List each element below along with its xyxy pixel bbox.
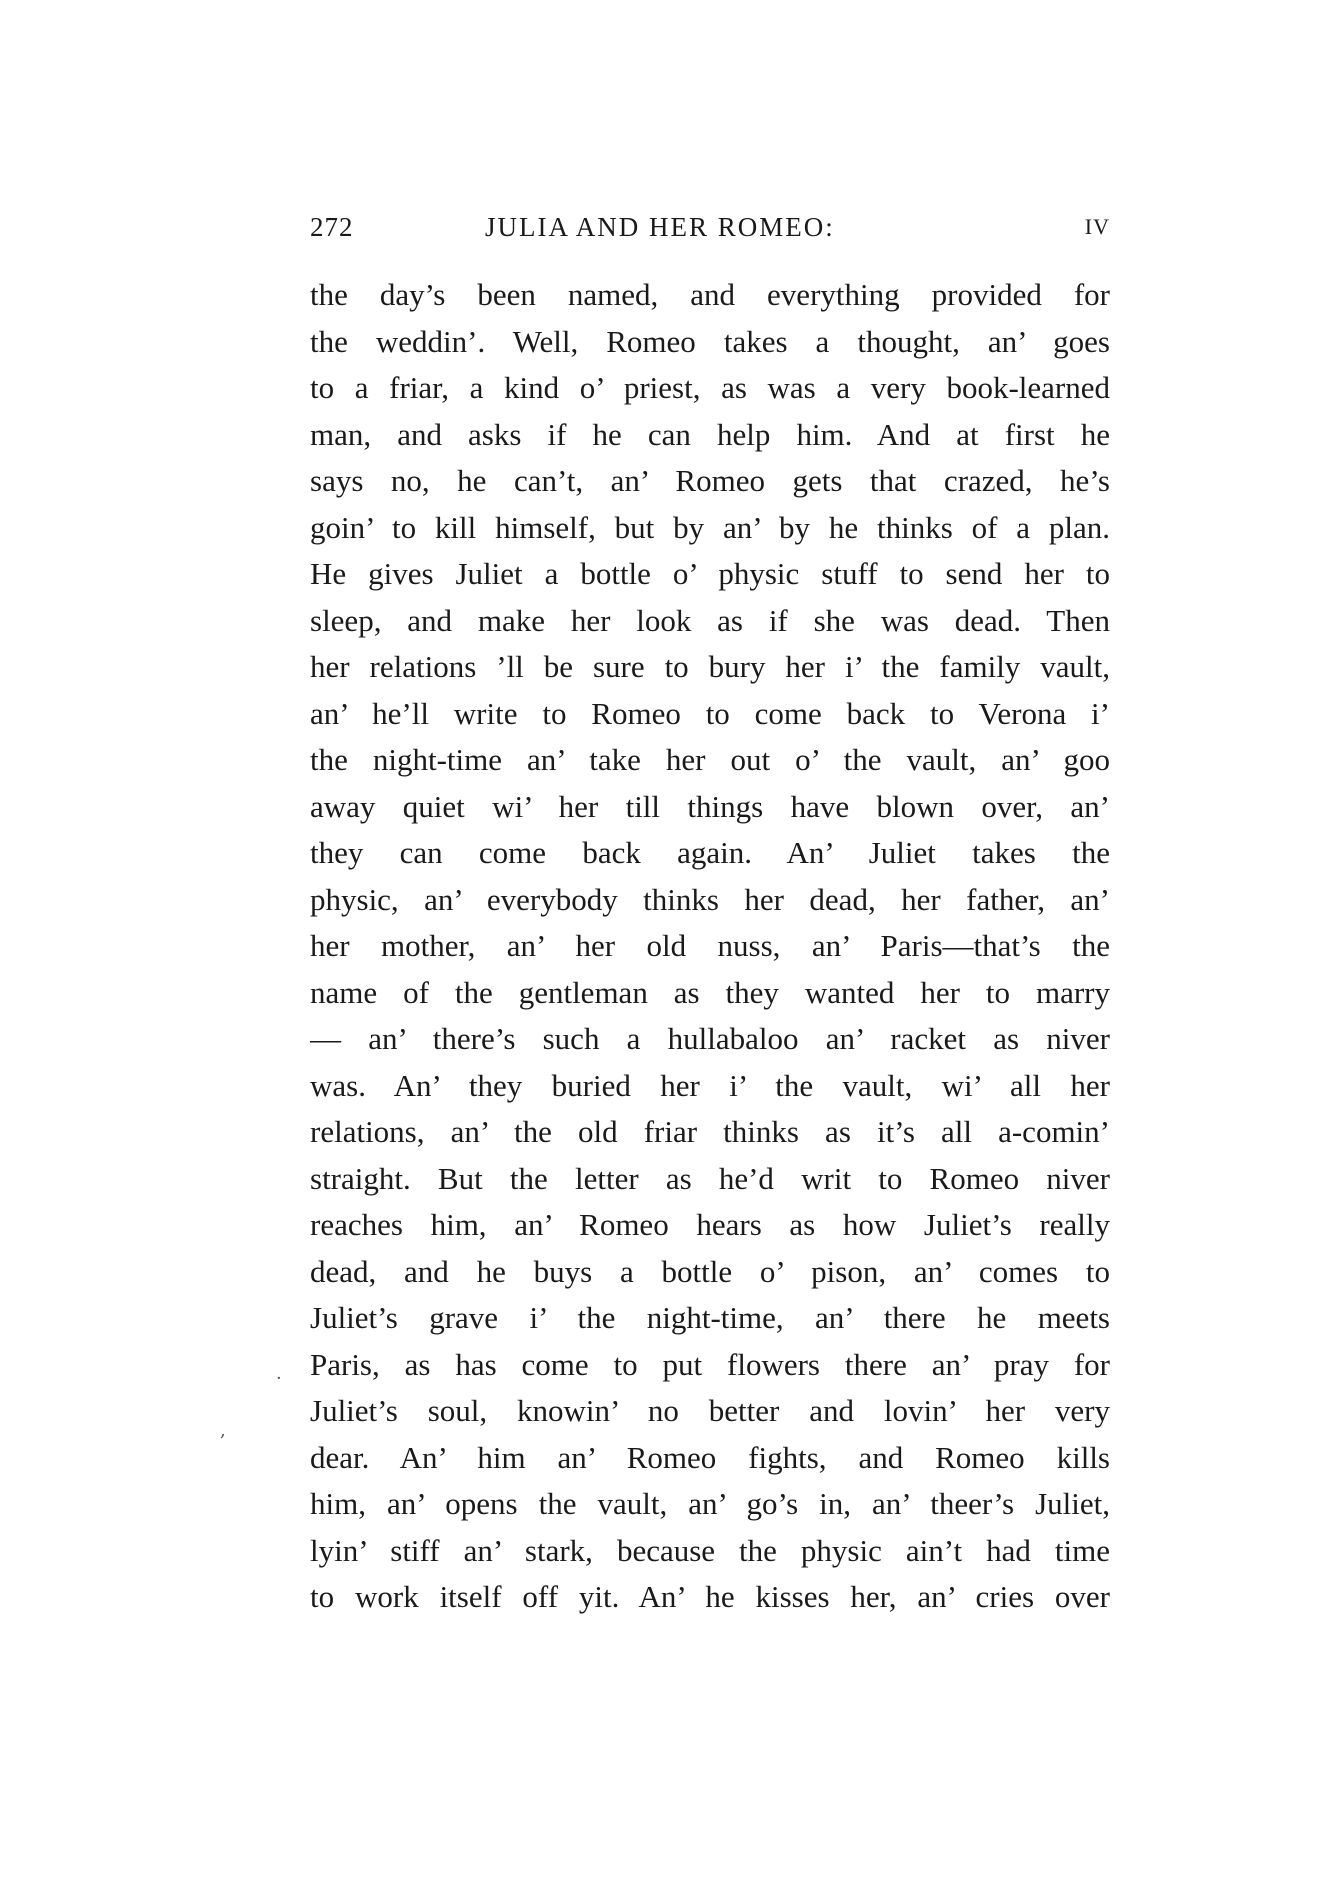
text-line: goin’ to kill himself, but by an’ by he thinks of a plan. xyxy=(310,509,1110,545)
text-line: the weddin’. Well, Romeo takes a thought, an’ goes xyxy=(310,323,1110,359)
text-line: Juliet’s soul, knowin’ no better and lovin’ her very xyxy=(310,1393,1110,1428)
text-line: the night-time an’ take her out o’ the vault, an’ goo xyxy=(310,742,1110,777)
text-line: reaches him, an’ Romeo hears as how Juliet’s really xyxy=(310,1207,1110,1242)
text-line: to work itself off yit. An’ he kisses her, an’ cries over xyxy=(310,1579,1110,1614)
text-line: man, and asks if he can help him. And at first he xyxy=(310,416,1110,452)
text-line: an’ he’ll write to Romeo to come back to Verona i’ xyxy=(310,695,1110,731)
text-line: away quiet wi’ her till things have blown over, an’ xyxy=(310,788,1110,824)
text-line: He gives Juliet a bottle o’ physic stuff to send her to xyxy=(310,556,1110,591)
text-line: — an’ there’s such a hullabaloo an’ racket as niver xyxy=(310,1021,1110,1056)
text-line: was. An’ they buried her i’ the vault, wi’ all her xyxy=(310,1067,1110,1103)
text-line: lyin’ stiff an’ stark, because the physic ain’t had time xyxy=(310,1532,1110,1568)
margin-speck: , xyxy=(220,1420,226,1441)
text-line: her mother, an’ her old nuss, an’ Paris—that’s the xyxy=(310,928,1110,963)
text-line: they can come back again. An’ Juliet takes the xyxy=(310,835,1110,870)
page-number: 272 xyxy=(310,212,354,242)
text-line: physic, an’ everybody thinks her dead, her father, an’ xyxy=(310,881,1110,917)
text-line: Juliet’s grave i’ the night-time, an’ there he meets xyxy=(310,1300,1110,1335)
text-line: dear. An’ him an’ Romeo fights, and Romeo kills xyxy=(310,1439,1110,1475)
text-line: name of the gentleman as they wanted her to marry xyxy=(310,974,1110,1010)
text-line: sleep, and make her look as if she was dead. Then xyxy=(310,602,1110,638)
text-line: him, an’ opens the vault, an’ go’s in, an’ theer’s Juliet, xyxy=(310,1486,1110,1521)
margin-speck: · xyxy=(276,1368,282,1389)
text-line: Paris, as has come to put flowers there an’ pray for xyxy=(310,1346,1110,1382)
page-header xyxy=(310,212,1110,252)
text-line: dead, and he buys a bottle o’ pison, an’ comes to xyxy=(310,1253,1110,1289)
text-line: the day’s been named, and everything provided for xyxy=(310,277,1110,312)
text-line: says no, he can’t, an’ Romeo gets that crazed, he’s xyxy=(310,463,1110,498)
body-text xyxy=(310,272,1110,1621)
text-line: her relations ’ll be sure to bury her i’ the family vault, xyxy=(310,649,1110,684)
running-head: JULIA AND HER ROMEO: xyxy=(485,212,835,242)
text-line: to a friar, a kind o’ priest, as was a very book-learned xyxy=(310,370,1110,405)
section-mark: IV xyxy=(1084,214,1110,239)
text-line: straight. But the letter as he’d writ to Romeo niver xyxy=(310,1160,1110,1196)
text-line: relations, an’ the old friar thinks as it’s all a-comin’ xyxy=(310,1114,1110,1149)
